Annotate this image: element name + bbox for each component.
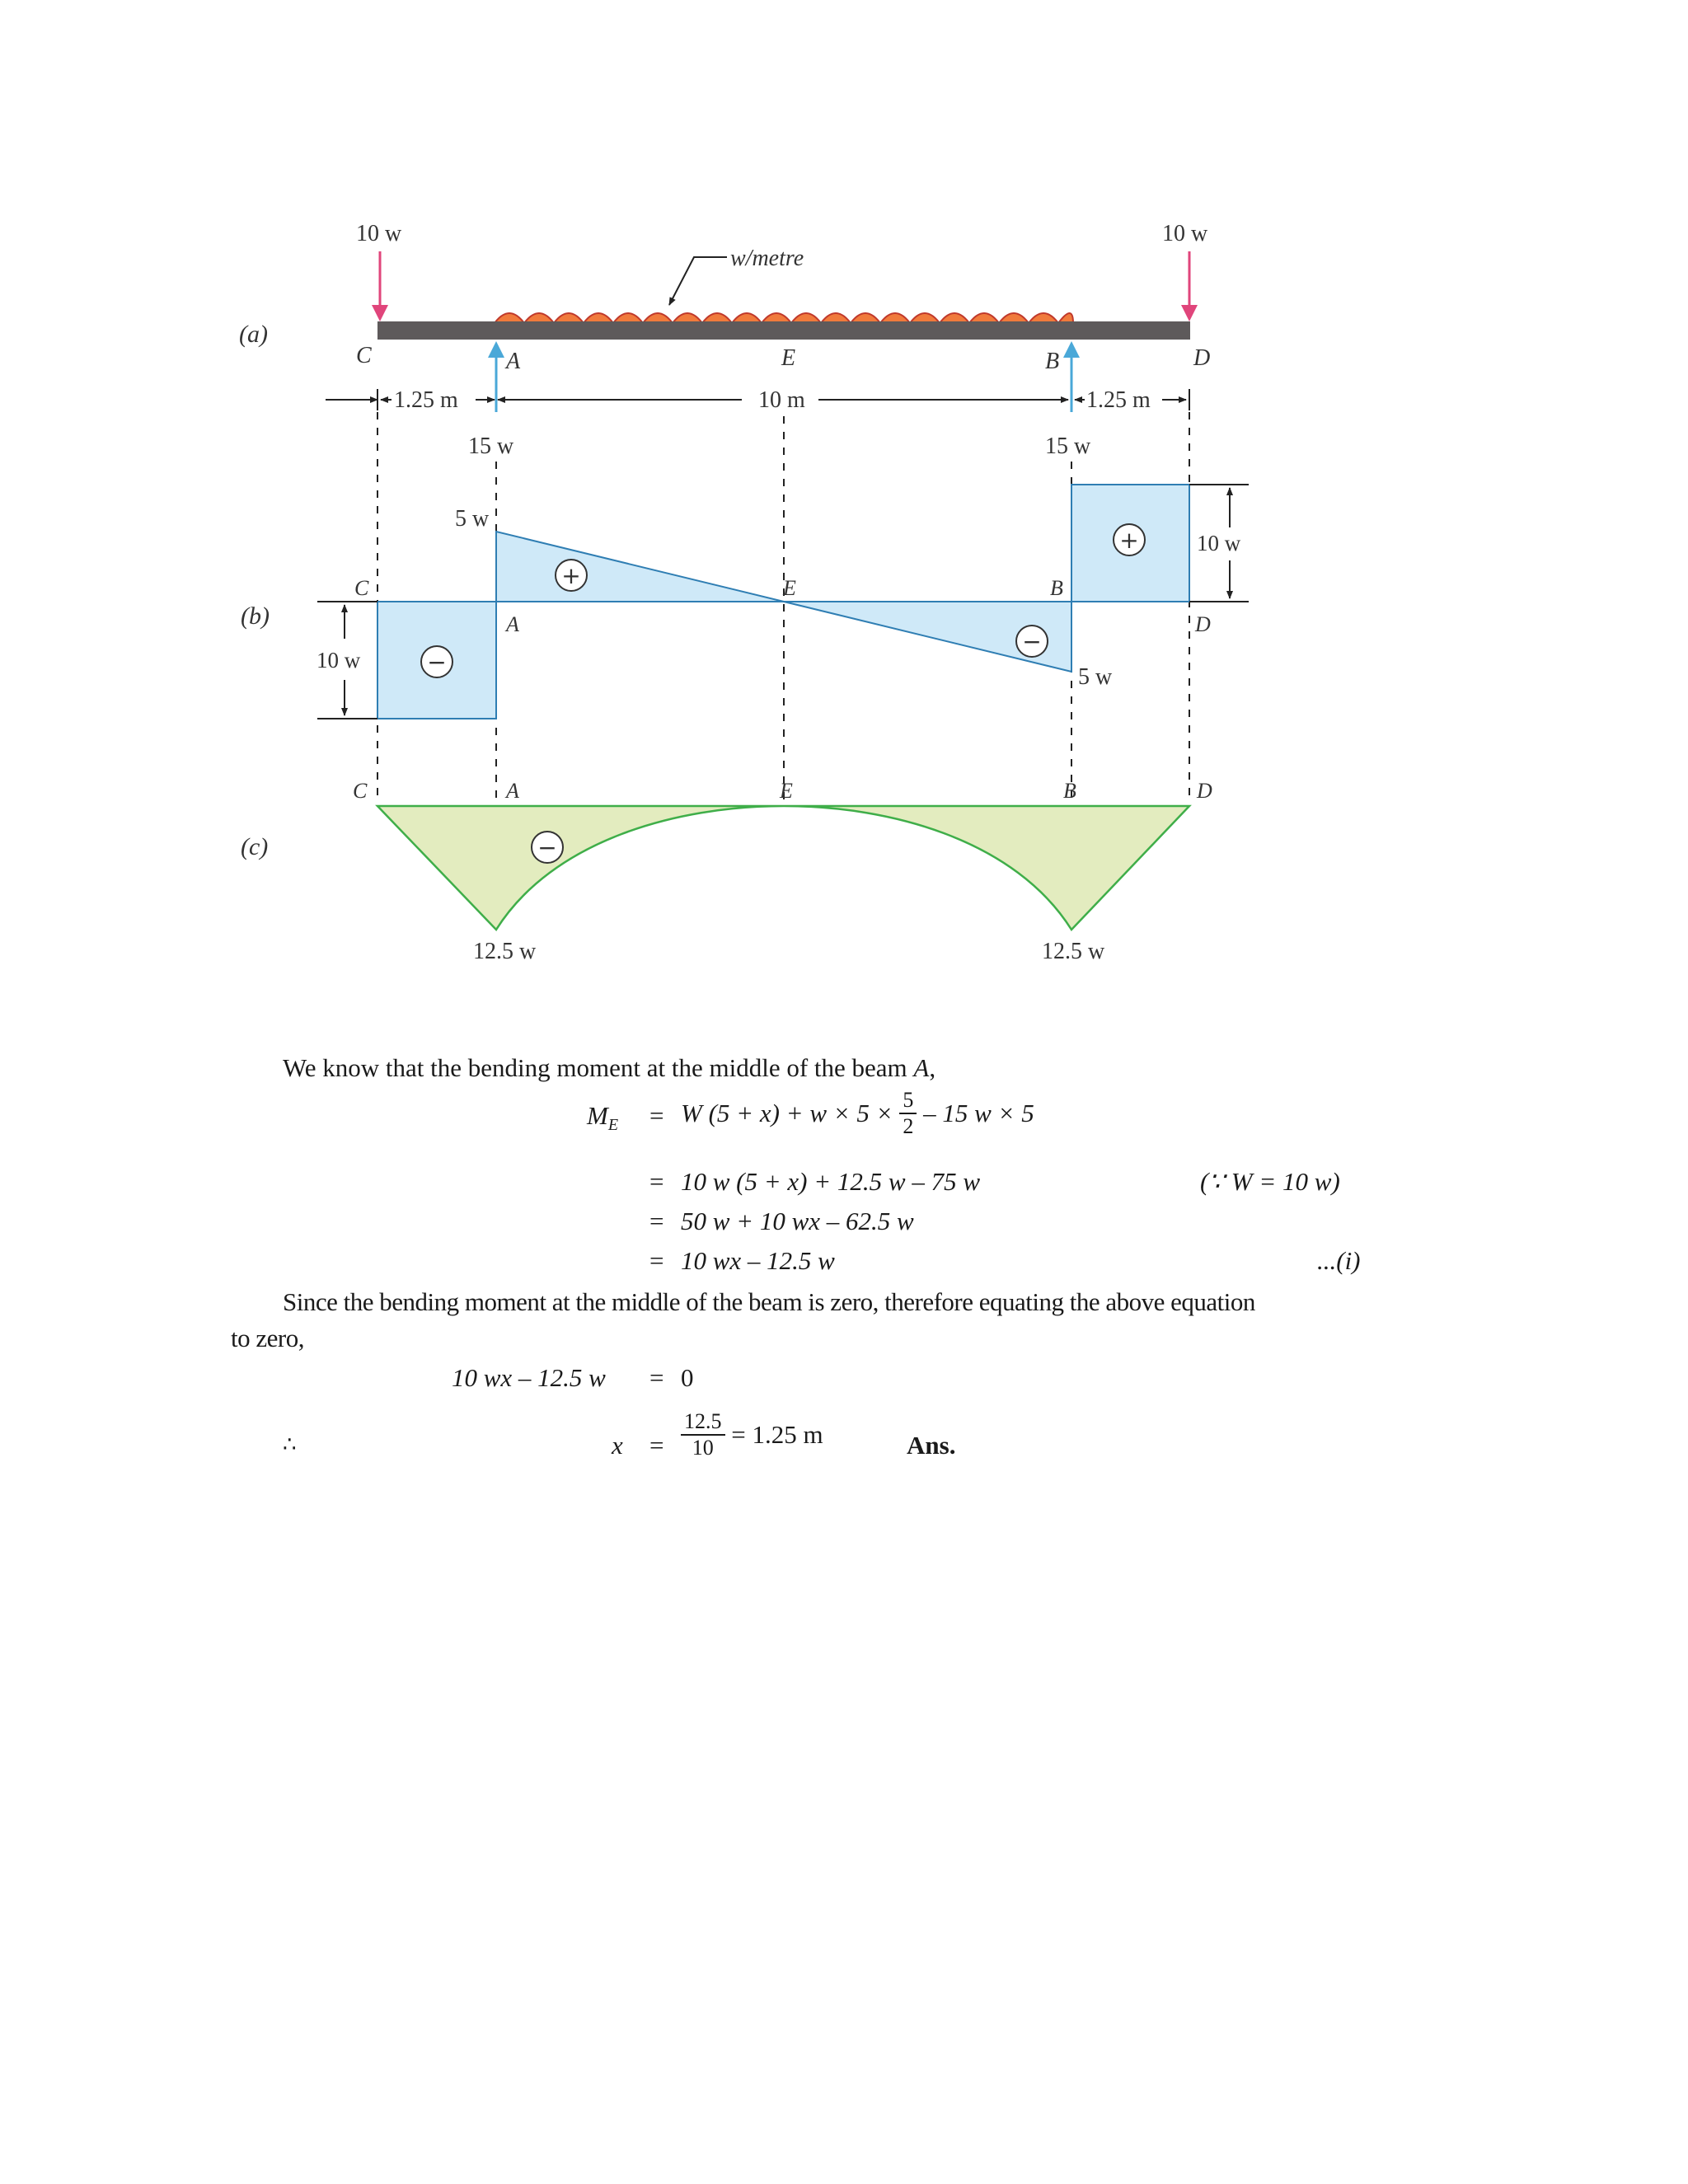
- point-e-c: E: [780, 779, 793, 803]
- point-c-b: C: [354, 576, 369, 600]
- eq1-fraction: [899, 1090, 917, 1137]
- reaction-label-a: 15 w: [468, 434, 514, 459]
- sfd-label-10w-right: 10 w: [1197, 531, 1241, 555]
- svg-text:+: +: [561, 562, 581, 589]
- answer-label: Ans.: [907, 1431, 956, 1460]
- intro-italic: A: [913, 1053, 930, 1082]
- svg-text:−: −: [427, 649, 447, 676]
- sign-plus-circle-ae: [556, 560, 587, 591]
- eq2-equals: =: [649, 1167, 664, 1196]
- point-a-c: A: [506, 779, 519, 803]
- beam: [377, 321, 1190, 340]
- load-arrow-d: [1181, 251, 1198, 321]
- eq6-fraction: [681, 1411, 725, 1459]
- eq3: 50 w + 10 wx – 62.5 w: [681, 1207, 914, 1235]
- intro-line: [283, 1053, 935, 1083]
- equation-me: [587, 1101, 618, 1135]
- eq1-rhs-b: – 15 w × 5: [923, 1099, 1034, 1127]
- sign-plus-circle-bd: [1114, 524, 1145, 555]
- eq3-equals: =: [649, 1207, 664, 1235]
- eq1-equals: =: [649, 1101, 664, 1130]
- reaction-label-b: 15 w: [1045, 434, 1091, 459]
- point-c-a: C: [356, 343, 372, 368]
- eq2: 10 w (5 + x) + 12.5 w – 75 w: [681, 1167, 981, 1196]
- eq4-tag: ...(i): [1317, 1246, 1361, 1275]
- eq6-rhs: [681, 1411, 823, 1459]
- reaction-arrow-a: [488, 341, 504, 412]
- eq5-lhs: 10 wx – 12.5 w: [452, 1363, 606, 1392]
- sfd-label-5w-top: 5 w: [455, 506, 490, 532]
- point-b-c: B: [1063, 779, 1076, 803]
- sfd-label-10w-left: 10 w: [316, 648, 361, 673]
- point-a-a: A: [506, 349, 521, 374]
- point-e-a: E: [781, 345, 796, 371]
- therefore-symbol: ∴: [283, 1432, 297, 1457]
- load-arrow-c: [372, 251, 388, 321]
- eq1-rhs-a: W (5 + x) + w × 5 ×: [681, 1099, 893, 1127]
- eq2-note: (∵ W = 10 w): [1200, 1167, 1340, 1196]
- dim-left-label: 1.25 m: [394, 387, 458, 413]
- eq5-equals: =: [649, 1363, 664, 1392]
- intro-end: ,: [929, 1053, 936, 1082]
- sign-minus-circle-ca: [421, 646, 452, 677]
- svg-text:+: +: [1119, 527, 1139, 554]
- eq4-equals: =: [649, 1246, 664, 1275]
- point-d-c: D: [1197, 779, 1212, 803]
- eq1-sub: E: [607, 1116, 619, 1135]
- udl-pointer: [669, 257, 727, 305]
- bending-moment-diagram: [377, 806, 1189, 930]
- point-b-a: B: [1045, 349, 1060, 374]
- sfd-label-5w-bottom: 5 w: [1078, 664, 1113, 690]
- part-label-b: (b): [241, 602, 270, 630]
- dim-middle-label: 10 m: [758, 387, 805, 413]
- eq6-frac-num: 12.5: [681, 1411, 725, 1436]
- point-d-b: D: [1195, 612, 1211, 636]
- eq6-result: = 1.25 m: [731, 1420, 823, 1449]
- point-b-b: B: [1050, 576, 1063, 600]
- point-c-c: C: [353, 779, 368, 803]
- sign-minus-circle-bmd: [532, 832, 563, 863]
- point-a-b: A: [506, 612, 519, 636]
- bmd-label-right: 12.5 w: [1042, 939, 1105, 964]
- paragraph-2a: Since the bending moment at the middle of the beam is zero, therefore equating the above equation: [283, 1287, 1255, 1316]
- beam-diagram: [0, 0, 1688, 989]
- load-label-left: 10 w: [356, 221, 402, 246]
- eq1-frac-den: 2: [903, 1114, 914, 1138]
- bmd-label-left: 12.5 w: [473, 939, 537, 964]
- eq6-lhs: x: [612, 1431, 623, 1460]
- udl-label: w/metre: [730, 246, 804, 271]
- eq4: 10 wx – 12.5 w: [681, 1246, 835, 1275]
- part-label-a: (a): [239, 321, 268, 348]
- eq1-lhs: M: [587, 1101, 608, 1130]
- point-e-b: E: [783, 576, 796, 600]
- eq5-rhs: 0: [681, 1363, 694, 1392]
- paragraph-2b: to zero,: [231, 1324, 304, 1352]
- svg-text:−: −: [1022, 628, 1042, 655]
- dim-right-label: 1.25 m: [1086, 387, 1151, 413]
- intro-text: We know that the bending moment at the middle of the beam: [283, 1053, 914, 1082]
- sign-minus-circle-eb: [1016, 626, 1048, 657]
- eq1-frac-num: 5: [899, 1090, 917, 1114]
- point-d-a: D: [1193, 345, 1211, 371]
- eq1-rhs: [681, 1090, 1034, 1137]
- eq6-frac-den: 10: [692, 1436, 714, 1460]
- eq6-equals: =: [649, 1431, 664, 1460]
- svg-text:−: −: [537, 834, 557, 861]
- reaction-arrow-b: [1063, 341, 1080, 412]
- part-label-c: (c): [241, 833, 269, 860]
- load-label-right: 10 w: [1162, 221, 1208, 246]
